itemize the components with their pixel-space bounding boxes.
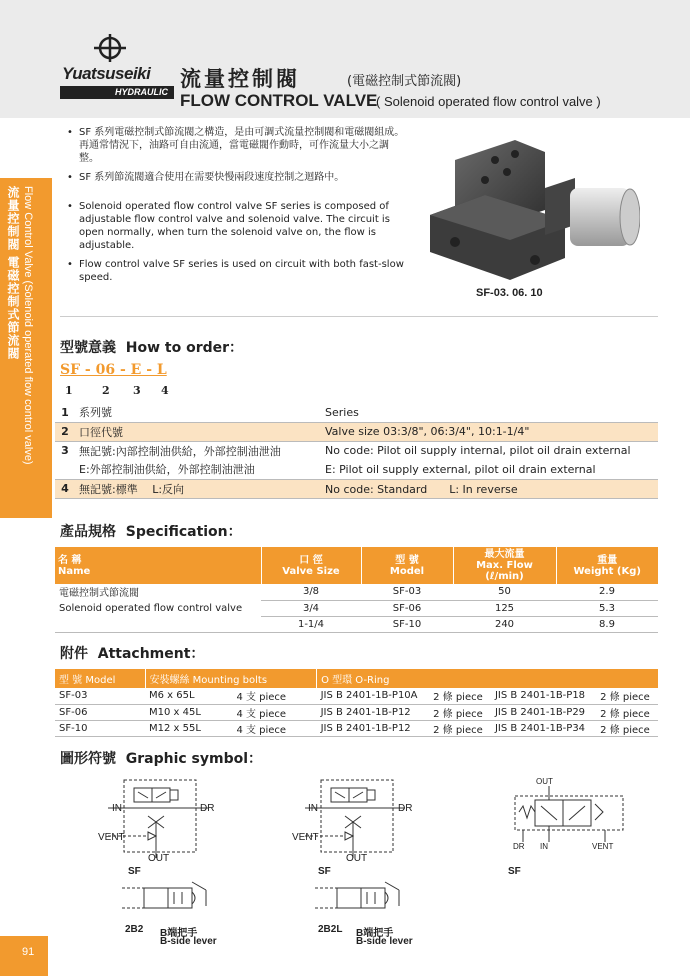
intro-zh-1: • SF 系列電磁控制式節流閥之構造，是由可調式流量控制閥和電磁閥組成。再通常情況下，油路可自由流通，當電磁閥作動時，可作流量大小之調整。: [65, 126, 405, 165]
order-table: [55, 403, 658, 499]
graphic-heading: 圖形符號 Graphic symbol：: [60, 751, 263, 767]
table-row: SF-03 M6 x 65L 4 支 piece JIS B 2401-1B-P10A 2 條 piece JIS B 2401-1B-P18 2 條 piece: [55, 688, 658, 704]
title-en-sub: ( Solenoid operated flow control valve ): [376, 94, 601, 109]
attach-table: [55, 669, 658, 737]
order-code: SF - 06 - E - L: [60, 362, 167, 378]
table-row: 4 無記號:標準 L:反向 No code: Standard L: In reverse: [55, 479, 658, 498]
label-2b2: 2B2: [125, 924, 144, 935]
title-zh: 流量控制閥: [180, 67, 300, 91]
intro-en-2: • Flow control valve SF series is used on circuit with both fast-slow speed.: [65, 258, 405, 284]
table-row: 1 系列號 Series: [55, 403, 658, 422]
spec-table: [55, 547, 658, 633]
page-number: 91: [0, 936, 48, 976]
label-sf: SF: [508, 866, 521, 877]
brand-name: Yuatsuseiki: [62, 64, 151, 83]
brand-logo: [60, 40, 178, 106]
label-vent: VENT: [592, 842, 614, 851]
label-dr: DR: [200, 803, 215, 814]
table-row: SF-06 M10 x 45L 4 支 piece JIS B 2401-1B-P12 2 條 piece JIS B 2401-1B-P29 2 條 piece: [55, 704, 658, 720]
label-vent: VENT: [98, 832, 125, 843]
side-tab-en: Flow Control Valve (Solenoid operated flow control valve): [22, 186, 34, 465]
symbol-sf-1: [108, 778, 223, 860]
label-bside-en: B-side lever: [160, 936, 217, 947]
symbol-2b2: [122, 878, 232, 922]
symbol-sf-3: [505, 786, 635, 844]
symbol-2b2l: [315, 878, 425, 922]
table-header-row: 名 稱 Name 口 徑 Valve Size 型 號 Model 最大流量 Max. Flow (ℓ/min) 重量 Weight (Kg): [55, 547, 658, 584]
label-dr: DR: [398, 803, 413, 814]
table-row: 2 口徑代號 Valve size 03:3/8", 06:3/4", 10:1-1/4": [55, 422, 658, 441]
label-sf: SF: [128, 866, 141, 877]
label-out: OUT: [536, 777, 553, 786]
table-row: 3/4 SF-06 125 5.3: [55, 600, 658, 616]
side-tab: [0, 178, 52, 518]
divider: [60, 316, 658, 317]
label-bside-en: B-side lever: [356, 936, 413, 947]
table-row: SF-10 M12 x 55L 4 支 piece JIS B 2401-1B-P12 2 條 piece JIS B 2401-1B-P34 2 條 piece: [55, 720, 658, 736]
label-vent: VENT: [292, 832, 319, 843]
side-tab-zh: 流量控制閥 電磁控制式節流閥: [6, 186, 20, 361]
label-bside-zh: B端把手: [356, 928, 394, 939]
title-zh-sub: (電磁控制式節流閥): [347, 74, 462, 89]
label-out: OUT: [346, 853, 368, 864]
brand-sub: HYDRAULIC: [60, 86, 174, 99]
attach-heading: 附件 Attachment：: [60, 646, 205, 662]
title-en: FLOW CONTROL VALVE: [180, 91, 378, 110]
intro-zh-2: • SF 系列節流閥適合使用在需要快慢兩段速度控制之迴路中。: [65, 171, 405, 184]
label-sf: SF: [318, 866, 331, 877]
table-row: E:外部控制油供給，外部控制油泄油 E: Pilot oil supply external, pilot oil drain external: [55, 460, 658, 479]
label-in: IN: [112, 803, 122, 814]
spec-heading: 產品規格 Specification：: [60, 524, 242, 540]
order-heading: 型號意義 How to order：: [60, 340, 244, 356]
label-2b2l: 2B2L: [318, 924, 343, 935]
table-row: 電磁控制式節流閥 Solenoid operated flow control valve 3/8 SF-03 50 2.9: [55, 584, 658, 600]
table-row: 1-1/4 SF-10 240 8.9: [55, 616, 658, 632]
label-out: OUT: [148, 853, 170, 864]
label-bside-zh: B端把手: [160, 928, 198, 939]
label-in: IN: [308, 803, 318, 814]
photo-caption: SF-03. 06. 10: [476, 287, 543, 299]
intro-en-1: • Solenoid operated flow control valve SF series is composed of adjustable flow control valve and solenoid valve. The circuit is open normally, when turn the solenoid valve on, the flow is adjustable.: [65, 200, 405, 252]
symbol-sf-2: [305, 778, 420, 860]
label-dr: DR: [513, 842, 525, 851]
table-row: 3 無記號:內部控制油供給，外部控制油泄油 No code: Pilot oil supply internal, pilot oil drain external: [61, 444, 631, 458]
valve-photo: [425, 130, 640, 280]
intro-list: [65, 126, 405, 290]
table-header-row: 型 號 Model 安裝螺絲 Mounting bolts O 型環 O-Ring: [55, 669, 658, 688]
label-in: IN: [540, 842, 548, 851]
logo-mark-icon: [90, 32, 130, 64]
